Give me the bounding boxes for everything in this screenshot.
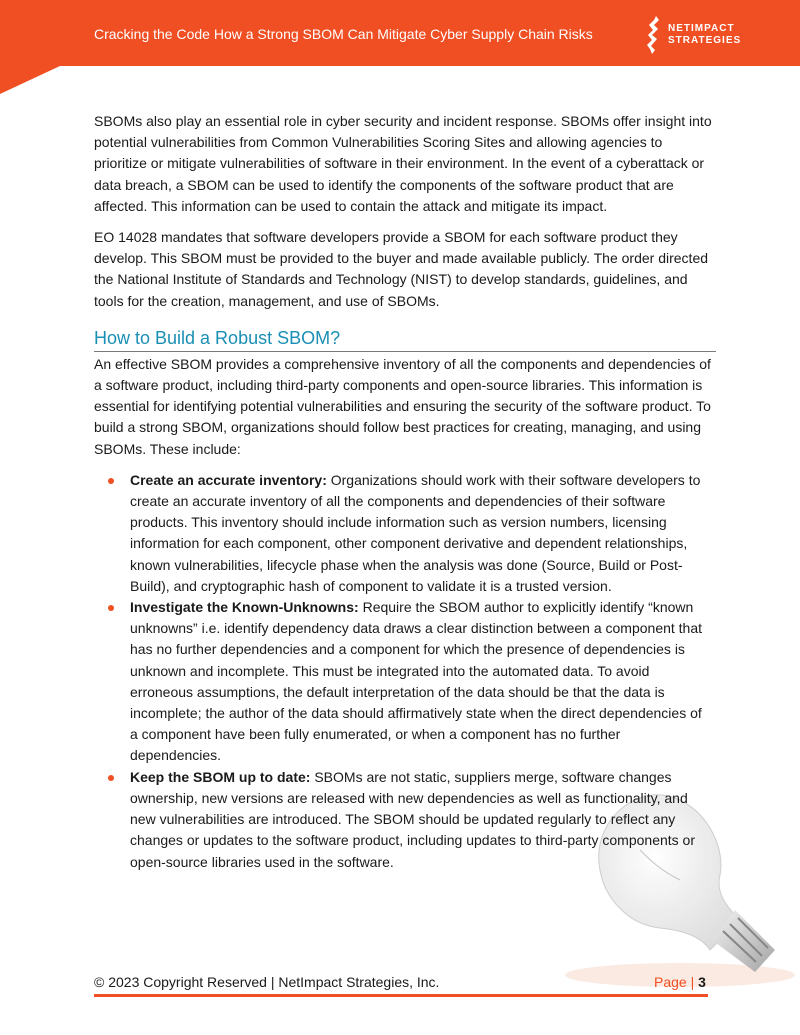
- list-item-title: Create an accurate inventory:: [130, 471, 327, 488]
- list-item-title: Keep the SBOM up to date:: [130, 768, 311, 785]
- page-number: [654, 974, 706, 990]
- page-content: [94, 111, 712, 873]
- footer-divider: [94, 994, 708, 997]
- logo-line-1: NETIMPACT: [668, 23, 735, 34]
- document-title: Cracking the Code How a Strong SBOM Can Mitigate Cyber Supply Chain Risks: [94, 26, 593, 42]
- bullet-icon: [108, 775, 114, 781]
- list-item: [94, 597, 712, 767]
- paragraph-eo-14028: EO 14028 mandates that software developers provide a SBOM for each software product they develop. This SBOM must be provided to the buyer and made available publicly. The order directed the National Institute of Standards and Technology (NIST) to develop standards, guidelines, and tools for the creation, management, and use of SBOMs.: [94, 229, 709, 309]
- paragraph-intro: An effective SBOM provides a comprehensive inventory of all the components and dependencies of a software product, including third-party components and open-source libraries. This information is essential for identifying potential vulnerabilities and ensuring the security of the software product. To build a strong SBOM, organizations should follow best practices for creating, managing, and using SBOMs. These include:: [94, 355, 711, 457]
- page-separator: |: [690, 974, 695, 990]
- logo-line-2: STRATEGIES: [668, 35, 742, 46]
- list-item: [94, 767, 712, 873]
- logo-mark-icon: [646, 16, 666, 54]
- list-item-text: Require the SBOM author to explicitly identify “known unknowns” i.e. identify dependency data draws a clear distinction between a component that has no further dependencies and a component for which the presence of dependencies is unknown and incomplete. This must be integrated into the automated data. To avoid erroneous assumptions, the default interpretation of the data should be that the data is incomplete; the author of the data should affirmatively state when the direct dependencies of a component have been fully enumerated, or when a component has no further dependencies.: [130, 599, 703, 764]
- company-logo: [646, 16, 756, 56]
- list-item: [94, 470, 712, 597]
- list-item-text: Organizations should work with their software developers to create an accurate inventory of all the components and dependencies of their software products. This inventory should include information such as version numbers, licensing information for each component, other component derivative and dependent relationships, known vulnerabilities, lifecycle phase when the analysis was done (Source, Build or Post-Build), and cryptographic hash of component to validate it is a trusted version.: [130, 471, 701, 594]
- list-item-title: Investigate the Known-Unknowns:: [130, 599, 359, 616]
- footer-copyright: © 2023 Copyright Reserved | NetImpact Strategies, Inc.: [94, 974, 440, 990]
- header-tab-decoration: [0, 66, 60, 94]
- page-number-value: 3: [698, 974, 706, 990]
- best-practices-list: [94, 470, 712, 873]
- bullet-icon: [108, 605, 114, 611]
- list-item-text: SBOMs are not static, suppliers merge, software changes ownership, new versions are released with new dependencies as well as functionality, and new vulnerabilities are introduced. The SBOM should be updated regularly to reflect any changes or updates to the software product, including updates to third-party components or open-source libraries used in the software.: [130, 768, 696, 870]
- paragraph-sbom-security: SBOMs also play an essential role in cyber security and incident response. SBOMs offer insight into potential vulnerabilities from Common Vulnerabilities Scoring Sites and allowing agencies to prioritize or mitigate vulnerabilities of software in their environment. In the event of a cyberattack or data breach, a SBOM can be used to identify the components of the software product that are affected. This information can be used to contain the attack and mitigate its impact.: [94, 113, 712, 214]
- section-heading: How to Build a Robust SBOM?: [94, 326, 716, 352]
- header-bar: [0, 0, 800, 66]
- page-label: Page: [654, 974, 687, 990]
- bullet-icon: [108, 478, 114, 484]
